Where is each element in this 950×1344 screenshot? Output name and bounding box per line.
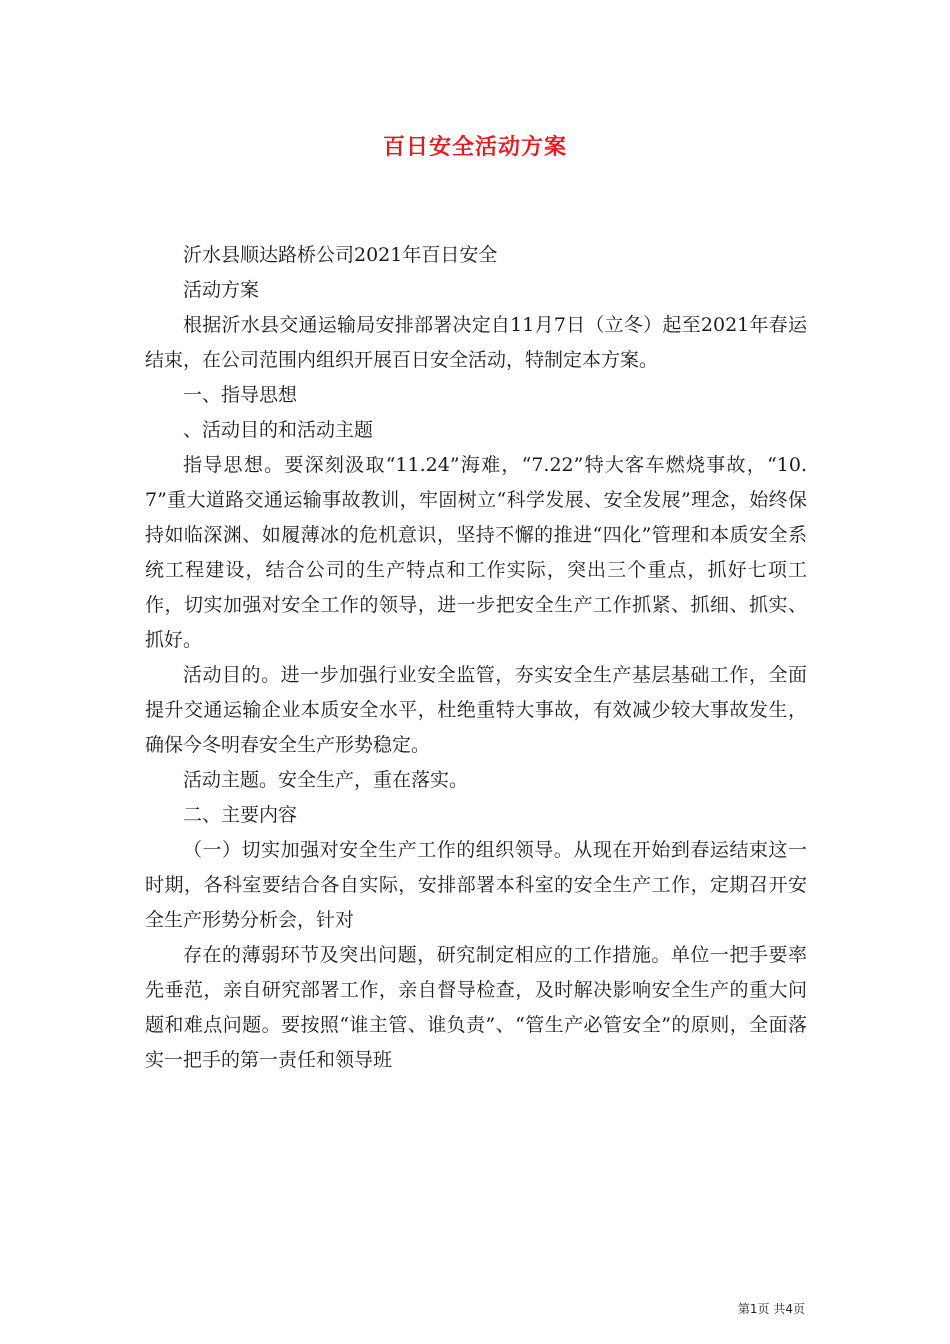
document-title: 百日安全活动方案 [382,134,567,160]
paragraph: 活动方案 [183,279,260,301]
page-number: 第1页 共4页 [737,1302,805,1316]
section-heading: 一、指导思想 [183,384,298,406]
paragraph: 活动主题。安全生产，重在落实。 [183,769,469,791]
paragraph: 根据沂水县交通运输局安排部署决定自11月7日（立冬）起至2021年春运结束，在公司范围内组织开展百日安全活动，特制定本方案。 [145,314,807,371]
paragraph: 指导思想。要深刻汲取“11.24”海难，“7.22”特大客车燃烧事故，“10.7”重大道路交通运输事故教训，牢固树立“科学发展、安全发展”理念，始终保持如临深渊、如履薄冰的危机意识，坚持不懈的推进“四化”管理和本质安全系统工程建设，结合公司的生产特点和工作实际，突出三个重点，抓好七项工作，切实加强对安全工作的领导，进一步把安全生产工作抓紧、抓细、抓实、抓好。 [145,454,807,651]
paragraph: 沂水县顺达路桥公司2021年百日安全 [183,244,498,266]
section-heading: 、活动目的和活动主题 [183,419,374,441]
paragraph: （一）切实加强对安全生产工作的组织领导。从现在开始到春运结束这一时期，各科室要结合各自实际，安排部署本科室的安全生产工作，定期召开安全生产形势分析会，针对 [145,839,807,931]
document-body [145,238,807,1078]
section-heading: 二、主要内容 [183,804,298,826]
paragraph: 活动目的。进一步加强行业安全监管，夯实安全生产基层基础工作，全面提升交通运输企业本质安全水平，杜绝重特大事故，有效减少较大事故发生，确保今冬明春安全生产形势稳定。 [145,664,807,756]
paragraph: 存在的薄弱环节及突出问题，研究制定相应的工作措施。单位一把手要率先垂范，亲自研究部署工作，亲自督导检查，及时解决影响安全生产的重大问题和难点问题。要按照“谁主管、谁负责”、“管生产必管安全”的原则，全面落实一把手的第一责任和领导班 [145,944,807,1071]
